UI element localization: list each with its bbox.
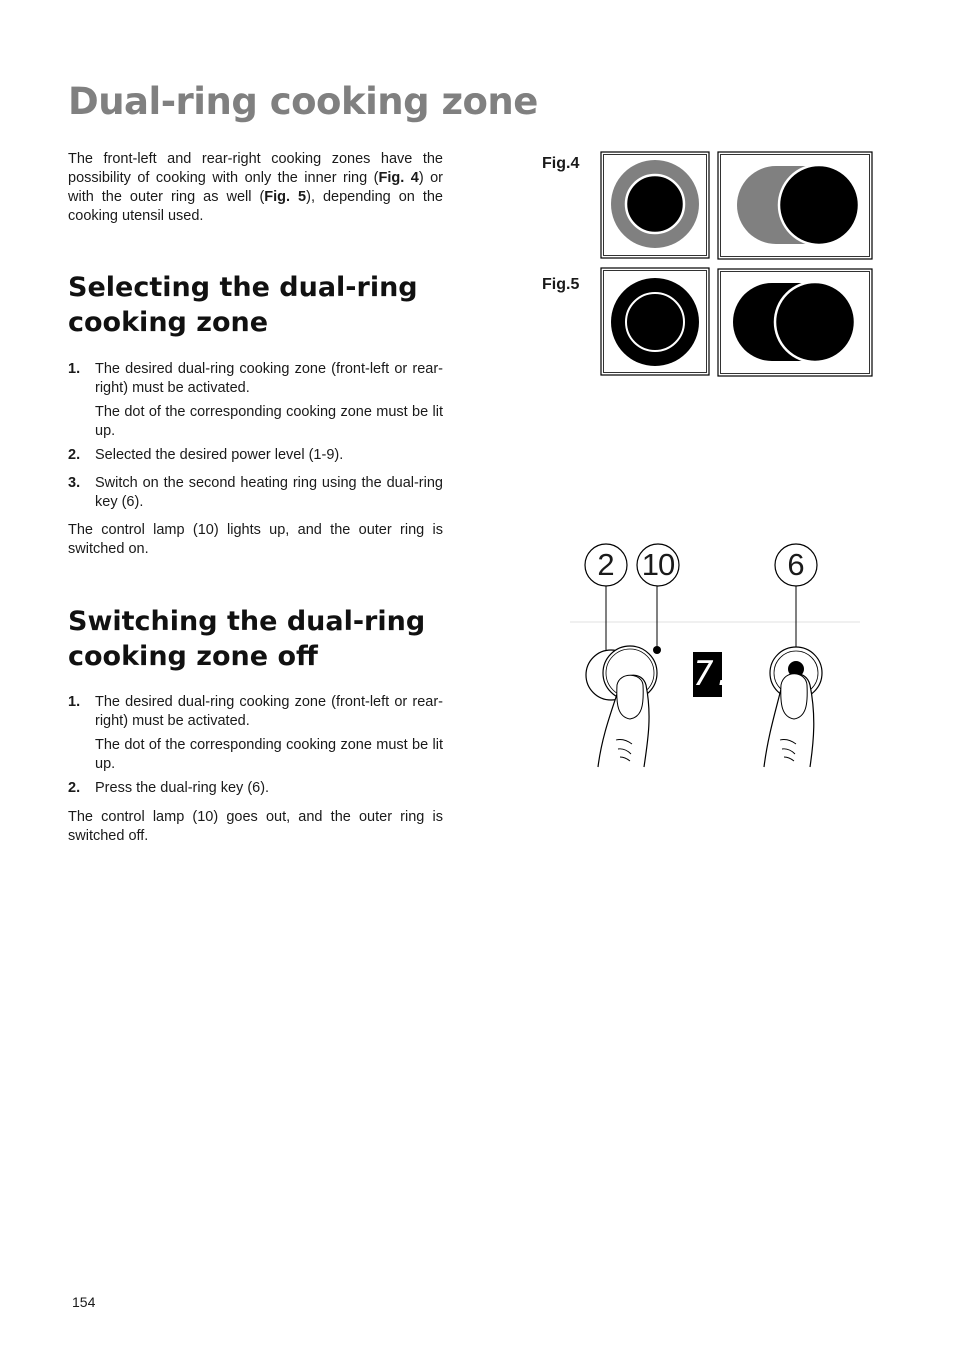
step-number: 2. xyxy=(68,447,81,463)
step-subtext: The dot of the corresponding cooking zone must be lit up. xyxy=(95,737,443,772)
page-title: Dual-ring cooking zone xyxy=(68,80,538,123)
selecting-result: The control lamp (10) lights up, and the outer ring is switched on. xyxy=(68,522,443,557)
section-heading-switching-off: Switching the dual-ring cooking zone off xyxy=(68,606,426,672)
fig4-oval-zone-inner-ring xyxy=(717,151,873,260)
step-text: Press the dual-ring key (6). xyxy=(95,780,270,796)
step-text: Switch on the second heating ring using the dual-ring key (6). xyxy=(95,475,443,510)
list-item xyxy=(68,474,443,512)
callout-6: 6 xyxy=(787,547,805,582)
callout-2: 2 xyxy=(597,547,615,582)
intro-text-3: ), depending on the cooking utensil used. xyxy=(68,189,443,224)
intro-paragraph xyxy=(68,150,443,226)
intro-text-2: ) or with the outer ring as well ( xyxy=(68,170,444,205)
switching-off-result: The control lamp (10) goes out, and the outer ring is switched off. xyxy=(68,809,443,844)
step-number: 1. xyxy=(68,694,81,710)
fig4-label: Fig.4 xyxy=(542,155,580,172)
list-item xyxy=(68,446,443,465)
display-digit: 7. xyxy=(693,654,734,694)
step-number: 3. xyxy=(68,475,81,491)
list-item xyxy=(68,693,443,774)
fig5-label: Fig.5 xyxy=(542,276,580,293)
step-text: The desired dual-ring cooking zone (front-left or rear-right) must be activated. xyxy=(95,694,443,729)
intro-fig5-ref: Fig. 5 xyxy=(264,189,307,205)
list-item xyxy=(68,779,443,798)
page-number: 154 xyxy=(72,1294,96,1310)
callout-10: 10 xyxy=(641,547,675,582)
fig5-oval-zone-both-rings xyxy=(717,268,873,377)
step-number: 1. xyxy=(68,361,81,377)
step-text: Selected the desired power level (1-9). xyxy=(95,447,344,463)
step-text: The desired dual-ring cooking zone (front-left or rear-right) must be activated. xyxy=(95,361,443,396)
section-heading-selecting: Selecting the dual-ring cooking zone xyxy=(68,272,418,338)
switching-off-steps xyxy=(68,693,443,798)
step-subtext: The dot of the corresponding cooking zone must be lit up. xyxy=(95,404,443,439)
list-item xyxy=(68,360,443,441)
step-number: 2. xyxy=(68,780,81,796)
fig4-round-zone-inner-ring xyxy=(600,151,710,259)
selecting-steps xyxy=(68,360,443,512)
fig5-round-zone-both-rings xyxy=(600,267,710,376)
intro-text-1: The front-left and rear-right cooking zones have the possibility of cooking with only the inner ring ( xyxy=(68,151,443,186)
intro-fig4-ref: Fig. 4 xyxy=(378,170,419,186)
